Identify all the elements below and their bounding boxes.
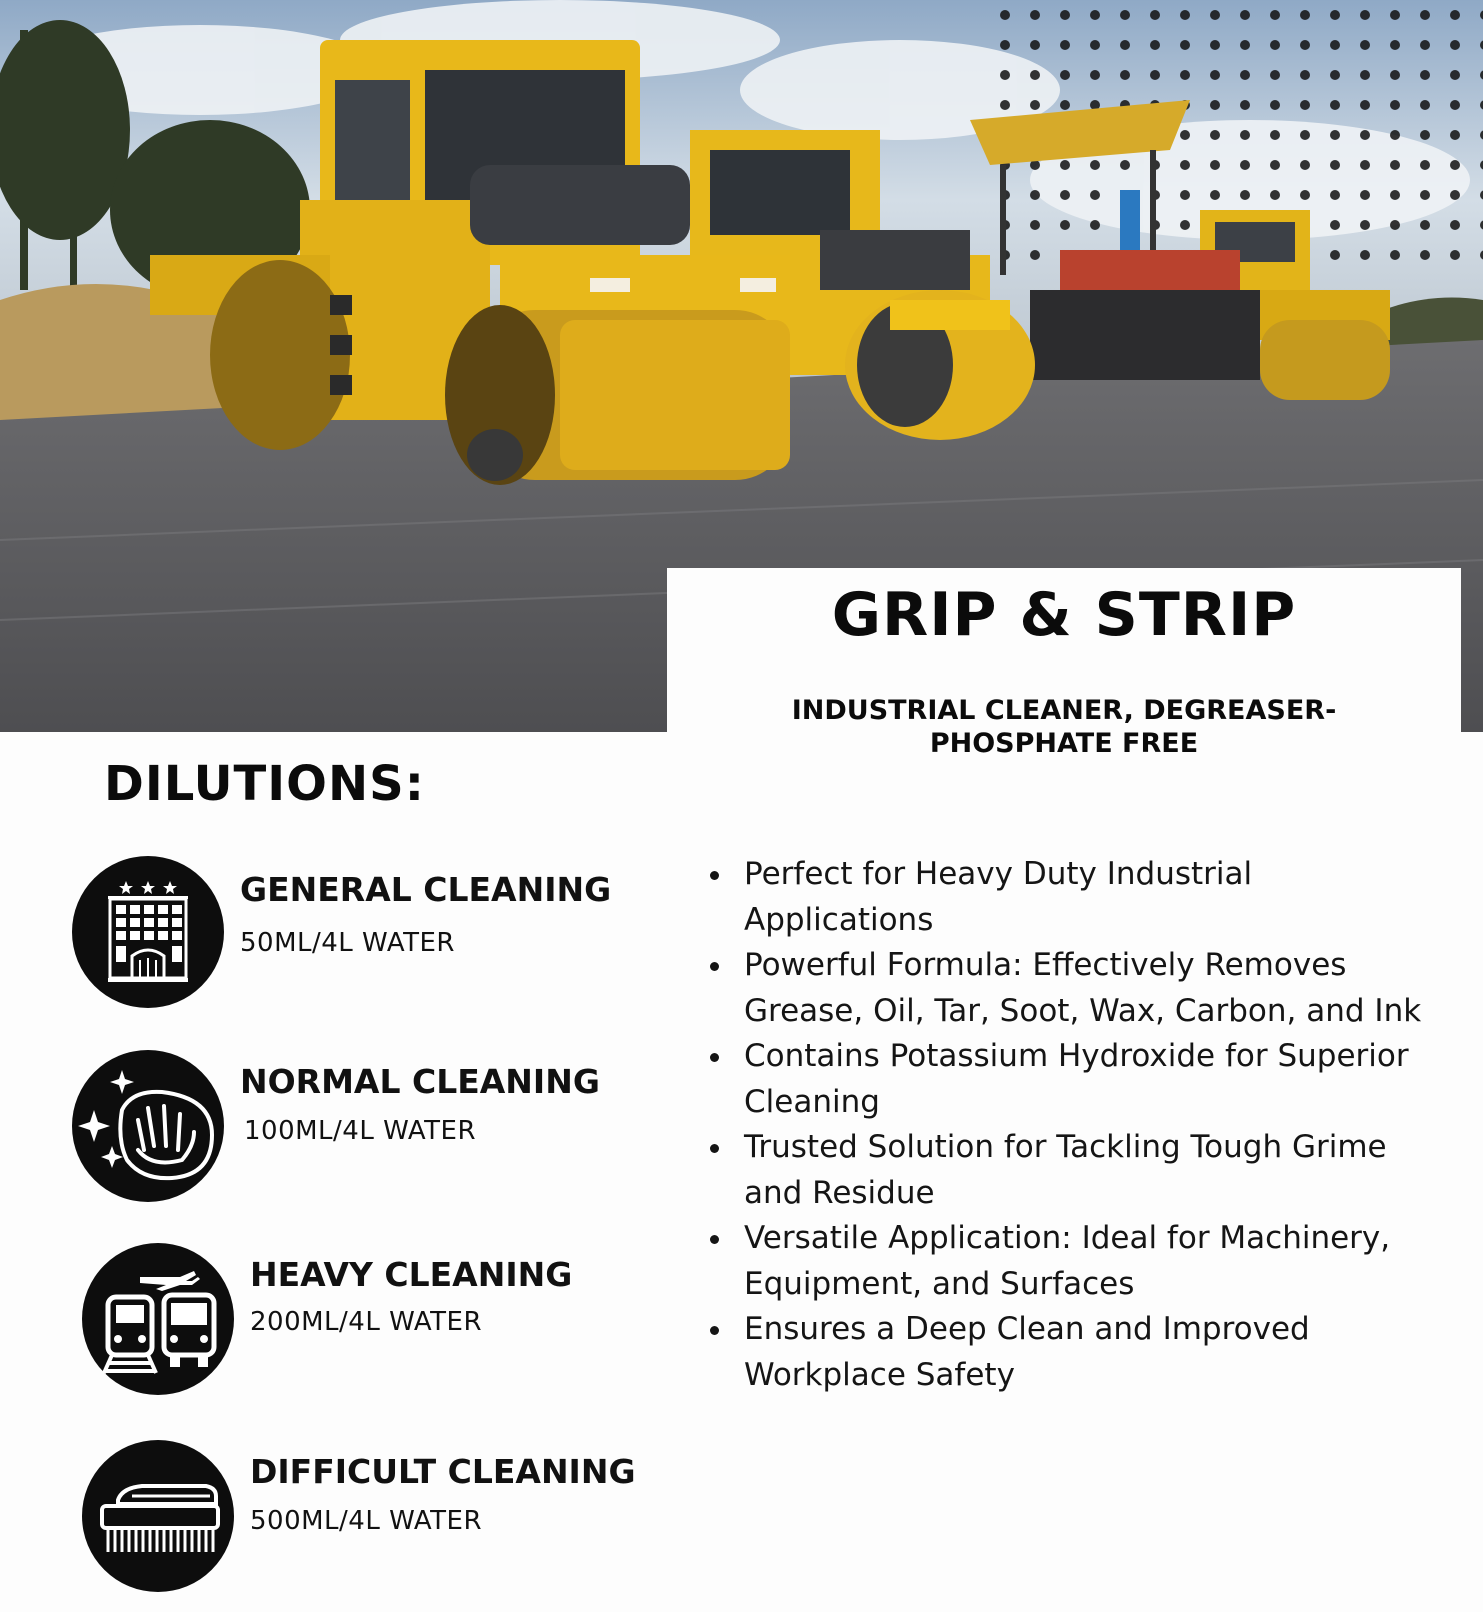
building-icon [72, 856, 224, 1008]
benefit-item: Versatile Application: Ideal for Machinery, Equipment, and Surfaces [700, 1216, 1430, 1307]
dilution-item-normal [70, 1050, 670, 1210]
dilution-ratio: 50ML/4L WATER [240, 928, 455, 958]
scrub-brush-icon [82, 1440, 234, 1592]
dilution-name: GENERAL CLEANING [240, 870, 612, 909]
wiping-hand-sparkles-icon [72, 1050, 224, 1202]
dilution-name: DIFFICULT CLEANING [250, 1452, 636, 1491]
dilution-item-difficult [80, 1440, 680, 1600]
dilution-ratio: 100ML/4L WATER [244, 1116, 477, 1146]
benefit-item: Powerful Formula: Effectively Removes Grease, Oil, Tar, Soot, Wax, Carbon, and Ink [700, 943, 1430, 1034]
dilution-item-heavy [80, 1243, 680, 1403]
dilution-name: NORMAL CLEANING [240, 1062, 600, 1101]
dilution-ratio: 200ML/4L WATER [250, 1307, 483, 1337]
benefit-item: Trusted Solution for Tackling Tough Grime and Residue [700, 1125, 1430, 1216]
dilution-item-general [70, 856, 670, 1016]
transport-vehicles-icon [82, 1243, 234, 1395]
benefits-list [700, 852, 1430, 1398]
product-title: GRIP & STRIP [831, 580, 1297, 650]
benefit-item: Contains Potassium Hydroxide for Superior Cleaning [700, 1034, 1430, 1125]
dilution-name: HEAVY CLEANING [250, 1255, 573, 1294]
product-title-card [667, 568, 1461, 778]
product-subtitle: INDUSTRIAL CLEANER, DEGREASER- PHOSPHATE FREE [791, 695, 1337, 759]
dilutions-heading: DILUTIONS: [104, 756, 425, 812]
dilution-ratio: 500ML/4L WATER [250, 1506, 483, 1536]
benefit-item: Perfect for Heavy Duty Industrial Applications [700, 852, 1430, 943]
benefit-item: Ensures a Deep Clean and Improved Workplace Safety [700, 1307, 1430, 1398]
